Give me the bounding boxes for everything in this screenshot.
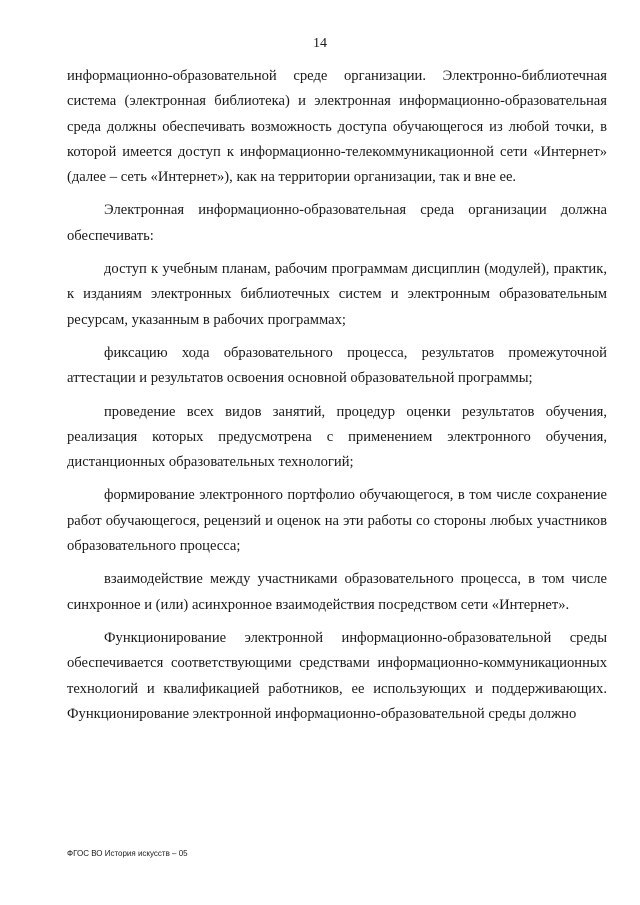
list-item-classes: проведение всех видов занятий, процедур оценки результатов обучения, реализация которых предусмотрена с применением электронного обучения, дистанционных образовательных технологий;: [67, 403, 607, 471]
paragraph-continuation: информационно-образовательной среде организации. Электронно-библиотечная система (электронная библиотека) и электронная информационно-образовательная среда должны обеспечивать возможность доступа обучающегося из любой точки, в которой имеется доступ к информационно-телекоммуникационной сети «Интернет» (далее – сеть «Интернет»), как на территории организации, так и вне ее.: [67, 68, 607, 186]
document-body: [67, 64, 607, 727]
page-number: 14: [313, 36, 327, 51]
footer-doc-id: ФГОС ВО История искусств – 05: [67, 849, 188, 858]
paragraph-functioning: Функционирование электронной информационно-образовательной среды обеспечивается соответствующими средствами информационно-коммуникационных технологий и квалификацией работников, ее использующих и поддерживающих. Функционирование электронной информационно-образовательной среды должно: [67, 629, 607, 722]
list-item-access: доступ к учебным планам, рабочим программам дисциплин (модулей), практик, к изданиям электронных библиотечных систем и электронным образовательным ресурсам, указанным в рабочих программах;: [67, 261, 607, 328]
list-item-interaction: взаимодействие между участниками образовательного процесса, в том числе синхронное и (или) асинхронное взаимодействия посредством сети «Интернет».: [67, 571, 607, 613]
paragraph-eios-intro: Электронная информационно-образовательная среда организации должна обеспечивать:: [67, 202, 607, 244]
list-item-portfolio: формирование электронного портфолио обучающегося, в том числе сохранение работ обучающегося, рецензий и оценок на эти работы со стороны любых участников образовательного процесса;: [67, 487, 607, 555]
list-item-recording: фиксацию хода образовательного процесса, результатов промежуточной аттестации и результатов освоения основной образовательной программы;: [67, 344, 607, 387]
